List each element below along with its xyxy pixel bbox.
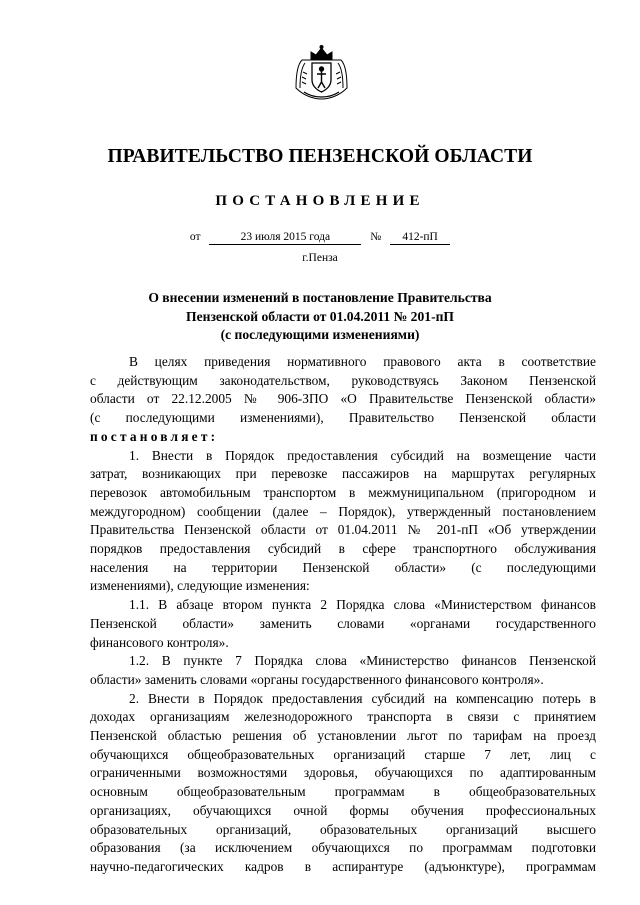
body-line: ограниченными возможностями здоровья, обучающихся по адаптированным — [90, 765, 596, 781]
date-number-row — [0, 230, 640, 245]
body-line: В целях приведения нормативного правового акта в соответствие — [129, 354, 596, 369]
body-line: научно-педагогических кадров в аспирантуре (адъюнктуре), программам — [90, 858, 596, 874]
subject-line: Пензенской области от 01.04.2011 № 201-пП — [186, 308, 454, 324]
body-line: населения на территории Пензенской области» (с последующими — [90, 559, 596, 575]
date-prefix: от — [189, 231, 201, 243]
document-city: г.Пенза — [302, 252, 338, 264]
body-line: Пензенской области» заменить словами «органами государственного — [90, 615, 596, 631]
body-line: изменениями), следующие изменения: — [90, 578, 310, 594]
body-line: области» заменить словами «органы государственного финансового контроля». — [90, 671, 544, 687]
body-line: доходах организациям железнодорожного транспорта в связи с принятием — [90, 709, 596, 725]
document-type: ПОСТАНОВЛЕНИЕ — [215, 193, 425, 209]
body-line: 1.2. В пункте 7 Порядка слова «Министерство финансов Пензенской — [129, 653, 596, 669]
body-line: финансового контроля». — [90, 634, 229, 650]
body-line: междугородном) сообщении (далее – Порядок), утвержденный постановлением — [90, 503, 596, 519]
body-line: образования (за исключением обучающихся по программам подготовки — [90, 840, 596, 856]
body-line: затрат, возникающих при перевозке пассажиров на маршрутах регулярных — [90, 466, 596, 482]
resolve-word: постановляет: — [90, 428, 219, 444]
document-date: 23 июля 2015 года — [209, 230, 361, 245]
body-line: перевозок автомобильным транспортом в межмуниципальном (пригородном и — [90, 484, 596, 500]
subject-line: О внесении изменений в постановление Правительства — [148, 290, 492, 305]
body-line: 1. Внести в Порядок предоставления субсидий на возмещение части — [129, 447, 596, 463]
body-line: с действующим законодательством, руководствуясь Законом Пензенской — [90, 372, 596, 388]
body-line: образовательных организаций, образовательных организаций высшего — [90, 821, 596, 837]
number-prefix: № — [370, 231, 382, 243]
document-number: 412-пП — [390, 230, 450, 245]
subject-line: (с последующими изменениями) — [220, 327, 420, 342]
coat-of-arms-icon — [294, 44, 349, 102]
body-line: Правительства Пензенской области от 01.04.2011 № 201-пП «Об утверждении — [90, 522, 596, 538]
body-line: Пензенской областью решения об установлении льгот по тарифам на проезд — [90, 728, 596, 744]
body-line: 1.1. В абзаце втором пункта 2 Порядка слова «Министерством финансов — [129, 597, 596, 613]
document-subject — [0, 289, 640, 345]
body-line: (с последующими изменениями), Правительство Пензенской области — [90, 410, 596, 426]
body-line: 2. Внести в Порядок предоставления субсидий на компенсацию потерь в — [129, 690, 596, 706]
document-body — [90, 353, 596, 877]
government-title: ПРАВИТЕЛЬСТВО ПЕНЗЕНСКОЙ ОБЛАСТИ — [107, 146, 533, 167]
body-line: основным общеобразовательным программам в общеобразовательных — [90, 784, 596, 800]
body-line: организациях, обучающихся очной формы обучения профессиональных — [90, 802, 596, 818]
body-line: обучающихся общеобразовательных организаций старше 7 лет, лиц с — [90, 746, 596, 762]
body-line: области от 22.12.2005 № 906-ЗПО «О Правительстве Пензенской области» — [90, 391, 596, 407]
body-line: порядков предоставления субсидий в сфере транспортного обслуживания — [90, 541, 596, 557]
